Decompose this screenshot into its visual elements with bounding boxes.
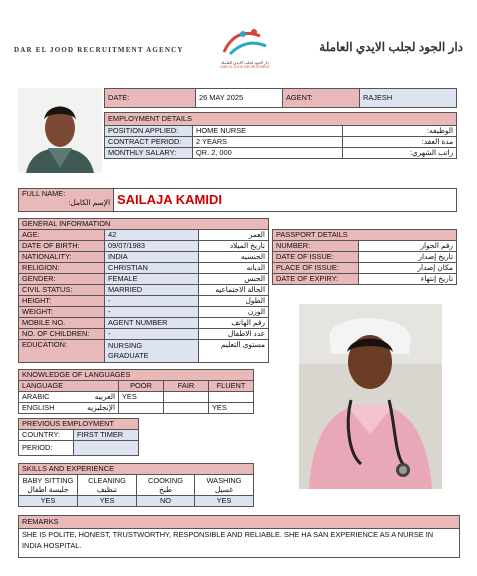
skill-cooking-value: NO xyxy=(137,496,195,507)
date-label: DATE: xyxy=(105,89,196,108)
general-title: GENERAL INFORMATION xyxy=(19,219,269,230)
skill-baby-sitting-ar: جليسة اطفال xyxy=(27,485,69,494)
lang-english-cell xyxy=(19,403,119,414)
mobile-value: AGENT NUMBER xyxy=(105,318,199,329)
lang-header-fluent: FLUENT xyxy=(209,381,254,392)
logo-subtitle-en: DAR EL JOOD RECRUITMENT xyxy=(220,65,270,69)
period-label: PERIOD: xyxy=(19,441,74,456)
date-agent-table xyxy=(104,88,457,108)
lang-arabic-ar: العربيه xyxy=(94,392,115,401)
age-value: 42 xyxy=(105,230,199,241)
remarks-table xyxy=(18,515,460,558)
nationality-value: INDIA xyxy=(105,252,199,263)
education-value-cell xyxy=(105,340,199,363)
gender-label-ar: الجنس xyxy=(199,274,269,285)
gender-label: GENDER: xyxy=(19,274,105,285)
passport-expiry-label-ar: تاريخ إنتهاء xyxy=(359,274,457,285)
skill-cooking xyxy=(137,475,195,496)
agency-name-en: DAR EL JOOD RECRUITMENT AGENCY xyxy=(14,46,184,54)
religion-label-ar: الديانه xyxy=(199,263,269,274)
height-label-ar: الطول xyxy=(199,296,269,307)
skill-baby-sitting-en: BABY SITTING xyxy=(22,476,74,485)
lang-header-poor: POOR xyxy=(119,381,164,392)
skill-baby-sitting-value: YES xyxy=(19,496,78,507)
lang-arabic: ARABIC xyxy=(22,392,50,401)
lang-arabic-cell xyxy=(19,392,119,403)
passport-expiry-label: DATE OF EXPIRY: xyxy=(273,274,359,285)
weight-label: WEIGHT: xyxy=(19,307,105,318)
salary-value: QR. 2, 000 xyxy=(193,148,343,159)
full-name-value: SAILAJA KAMIDI xyxy=(114,189,457,212)
employment-table xyxy=(104,112,457,159)
nationality-label: NATIONALITY: xyxy=(19,252,105,263)
age-label-ar: العمر xyxy=(199,230,269,241)
position-label: POSITION APPLIED: xyxy=(105,126,193,137)
agency-name-ar: دار الجود لجلب الايدي العاملة xyxy=(319,40,463,54)
skill-cleaning-en: CLEANING xyxy=(88,476,126,485)
lang-header-language: LANGUAGE xyxy=(19,381,119,392)
education-value-line1: NURSING xyxy=(108,341,143,350)
lang-english-ar: الإنجليزيه xyxy=(87,403,115,412)
education-value-line2: GRADUATE xyxy=(108,351,149,360)
passport-title: PASSPORT DETAILS xyxy=(273,230,457,241)
skill-washing xyxy=(195,475,254,496)
lang-english-fair xyxy=(164,403,209,414)
candidate-photo-uniform xyxy=(299,304,442,489)
full-name-label: FULL NAME: xyxy=(22,189,66,198)
passport-number-label: NUMBER: xyxy=(273,241,359,252)
languages-title: KNOWLEDGE OF LANGUAGES xyxy=(19,370,254,381)
mobile-label-ar: رقم الهاتف xyxy=(199,318,269,329)
passport-issue-place-label: PLACE OF ISSUE: xyxy=(273,263,359,274)
candidate-photo-portrait xyxy=(18,88,102,173)
position-value: HOME NURSE xyxy=(193,126,343,137)
dob-label-ar: تاريخ الميلاد xyxy=(199,241,269,252)
skill-washing-value: YES xyxy=(195,496,254,507)
dob-label: DATE OF BIRTH: xyxy=(19,241,105,252)
salary-label-ar: راتب الشهري: xyxy=(343,148,457,159)
remarks-title: REMARKS xyxy=(19,516,460,529)
general-info-table xyxy=(18,218,269,363)
religion-value: CHRISTIAN xyxy=(105,263,199,274)
period-value xyxy=(74,441,139,456)
lang-arabic-fluent xyxy=(209,392,254,403)
remarks-line2: INDIA HOSPITAL. xyxy=(22,541,82,550)
contract-label-ar: مدة العقد: xyxy=(343,137,457,148)
skill-washing-en: WASHING xyxy=(206,476,242,485)
weight-label-ar: الوزن xyxy=(199,307,269,318)
passport-issue-date-label: DATE OF ISSUE: xyxy=(273,252,359,263)
previous-title: PREVIOUS EMPLOYMENT xyxy=(19,419,139,430)
lang-arabic-fair xyxy=(164,392,209,403)
nationality-label-ar: الجنسيه xyxy=(199,252,269,263)
height-value: - xyxy=(105,296,199,307)
skill-cooking-en: COOKING xyxy=(148,476,183,485)
mobile-label: MOBILE NO. xyxy=(19,318,105,329)
employment-title: EMPLOYMENT DETAILS xyxy=(105,113,457,126)
languages-table xyxy=(18,369,254,414)
children-value: - xyxy=(105,329,199,340)
date-value: 26 MAY 2025 xyxy=(196,89,283,108)
lang-english-fluent: YES xyxy=(209,403,254,414)
contract-label: CONTRACT PERIOD: xyxy=(105,137,193,148)
skill-cleaning-ar: تنظيف xyxy=(96,485,118,494)
lang-english-poor xyxy=(119,403,164,414)
skills-table xyxy=(18,463,254,507)
lang-header-fair: FAIR xyxy=(164,381,209,392)
country-label: COUNTRY: xyxy=(19,430,74,441)
logo-subtitle-ar: دار الجود لجلب الايدي العاملة xyxy=(221,60,269,65)
agent-label: AGENT: xyxy=(283,89,360,108)
remarks-body xyxy=(19,529,460,558)
civil-status-label-ar: الحالة الاجتماعيه xyxy=(199,285,269,296)
country-value: FIRST TIMER xyxy=(74,430,139,441)
education-label: EDUCATION: xyxy=(19,340,105,363)
full-name-table xyxy=(18,188,457,212)
height-label: HEIGHT: xyxy=(19,296,105,307)
remarks-line1: SHE IS POLITE, HONEST, TRUSTWORTHY, RESPONSIBLE AND RELIABLE. SHE HA SAN EXPERIENCE AS A NURSE IN xyxy=(22,530,434,539)
dob-value: 09/07/1983 xyxy=(105,241,199,252)
full-name-label-ar: الإسم الكامل: xyxy=(68,198,110,207)
passport-issue-date-label-ar: تاريخ إصدار xyxy=(359,252,457,263)
previous-employment-table xyxy=(18,418,139,456)
skill-cleaning-value: YES xyxy=(78,496,137,507)
gender-value: FEMALE xyxy=(105,274,199,285)
passport-number-label-ar: رقم الجواز xyxy=(359,241,457,252)
passport-issue-place-label-ar: مكان إصدار xyxy=(359,263,457,274)
skills-title: SKILLS AND EXPERIENCE xyxy=(19,464,254,475)
children-label: NO. OF CHILDREN: xyxy=(19,329,105,340)
position-label-ar: الوظيفه: xyxy=(343,126,457,137)
passport-table xyxy=(272,229,457,285)
agency-logo xyxy=(210,24,280,74)
education-label-ar: مستوى التعليم xyxy=(199,340,269,363)
salary-label: MONTHLY SALARY: xyxy=(105,148,193,159)
skill-cooking-ar: طبخ xyxy=(159,485,172,494)
age-label: AGE: xyxy=(19,230,105,241)
lang-arabic-poor: YES xyxy=(119,392,164,403)
religion-label: RELIGION: xyxy=(19,263,105,274)
contract-value: 2 YEARS xyxy=(193,137,343,148)
skill-cleaning xyxy=(78,475,137,496)
civil-status-value: MARRIED xyxy=(105,285,199,296)
weight-value: - xyxy=(105,307,199,318)
lang-english: ENGLISH xyxy=(22,403,55,412)
skill-baby-sitting xyxy=(19,475,78,496)
civil-status-label: CIVIL STATUS: xyxy=(19,285,105,296)
skill-washing-ar: غسيل xyxy=(214,485,234,494)
full-name-label-cell xyxy=(19,189,114,212)
children-label-ar: عدد الاطفال xyxy=(199,329,269,340)
agent-value: RAJESH xyxy=(360,89,457,108)
